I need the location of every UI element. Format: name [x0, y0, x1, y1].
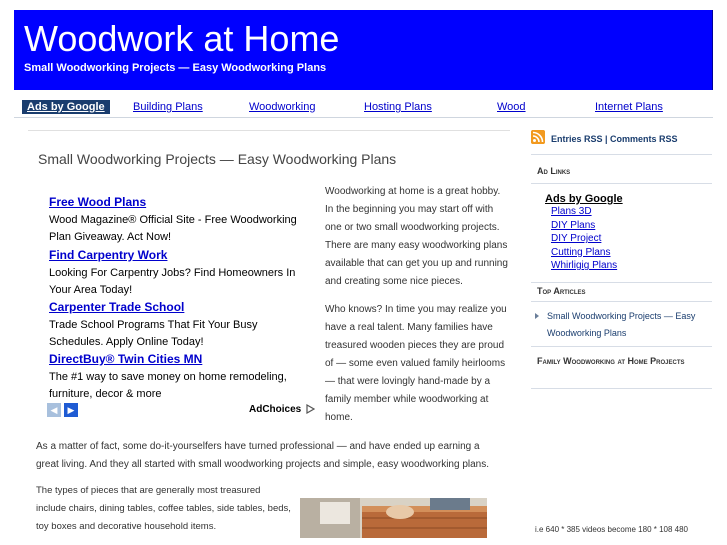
site-title[interactable]: Woodwork at Home	[24, 18, 340, 59]
nav-ads-by-google[interactable]: Ads by Google	[22, 100, 110, 114]
sidebar	[531, 128, 716, 545]
ad-item[interactable]	[49, 352, 311, 403]
divider	[531, 346, 712, 347]
ad-item[interactable]	[49, 195, 311, 246]
paragraph: Who knows? In time you may realize you have a real talent. Many families have treasured wooden pieces they are proud of — some even valued family heirlooms — that were lovingly hand-made by a family member while woodworking at home.	[325, 304, 507, 423]
site-header	[14, 10, 713, 90]
ad-title[interactable]: Find Carpentry Work	[49, 248, 168, 262]
top-nav	[14, 98, 713, 118]
ad-body: Trade School Programs That Fit Your Busy Schedules. Apply Online Today!	[49, 319, 258, 348]
post-title[interactable]: Small Woodworking Projects — Easy Woodworking Plans	[38, 151, 397, 167]
ad-item[interactable]	[49, 300, 311, 351]
divider	[531, 154, 712, 155]
ad-links-list	[545, 193, 695, 273]
sidebar-ad-link[interactable]: Plans 3D	[551, 206, 592, 217]
intro-text	[325, 183, 509, 437]
nav-link-wood[interactable]: Wood	[497, 101, 526, 113]
ad-body: Wood Magazine® Official Site - Free Woodworking Plan Giveaway. Act Now!	[49, 214, 297, 243]
sidebar-ad-link[interactable]: DIY Project	[551, 233, 602, 244]
top-articles-heading: Top Articles	[537, 286, 586, 296]
ad-body: Looking For Carpentry Jobs? Find Homeowners In Your Area Today!	[49, 267, 296, 296]
adchoices-link[interactable]	[249, 404, 315, 415]
rss-links[interactable]: Entries RSS | Comments RSS	[551, 134, 678, 144]
top-article-link[interactable]: Small Woodworking Projects — Easy Woodworking Plans	[547, 311, 696, 338]
ad-body: The #1 way to save money on home remodeling, furniture, decor & more	[49, 371, 287, 400]
family-woodworking-heading[interactable]: Family Woodworking at Home Projects	[537, 356, 685, 366]
ad-item[interactable]	[49, 248, 311, 299]
ad-title[interactable]: Carpenter Trade School	[49, 300, 185, 314]
sidebar-ads-by-google[interactable]: Ads by Google	[545, 193, 623, 205]
prev-arrow-icon[interactable]: ◀	[47, 403, 61, 417]
video-note: i.e 640 * 385 videos become 180 * 108 480	[535, 525, 689, 534]
site-description: Small Woodworking Projects — Easy Woodworking Plans	[24, 62, 327, 74]
nav-link-internet-plans[interactable]: Internet Plans	[595, 101, 663, 113]
woodworking-photo	[300, 498, 487, 538]
paragraph: The types of pieces that are generally most treasured include chairs, dining tables, coffee tables, side tables, beds, toy boxes and decorative household items.	[36, 485, 291, 532]
ad-title[interactable]: DirectBuy® Twin Cities MN	[49, 352, 203, 366]
nav-link-building-plans[interactable]: Building Plans	[133, 101, 203, 113]
nav-link-woodworking[interactable]: Woodworking	[249, 101, 316, 113]
adchoices-label: AdChoices	[249, 404, 302, 415]
adchoices-icon	[306, 404, 315, 414]
paragraph: As a matter of fact, some do-it-yourselfers have turned professional — and have ended up earning a great living. And they all started with small woodworking projects and simple, easy woodworking plans.	[36, 441, 490, 470]
divider	[531, 301, 712, 302]
rss-icon[interactable]	[531, 130, 545, 144]
divider	[531, 388, 712, 389]
main-content	[28, 130, 510, 545]
nav-link-hosting-plans[interactable]: Hosting Plans	[364, 101, 432, 113]
divider	[531, 183, 712, 184]
bullet-arrow-icon	[535, 313, 539, 319]
divider	[531, 282, 712, 283]
sidebar-ad-link[interactable]: Whirligig Plans	[551, 260, 618, 271]
sidebar-ad-link[interactable]: DIY Plans	[551, 219, 596, 231]
ad-pager	[47, 403, 81, 417]
sidebar-ad-link[interactable]: Cutting Plans	[551, 246, 611, 258]
ad-links-heading: Ad Links	[537, 166, 571, 176]
ad-unit	[40, 183, 320, 423]
paragraph: Woodworking at home is a great hobby. In the beginning you may start off with one or two small woodworking projects. There are many easy woodworking plans available that can get you up and running and creating some nice pieces.	[325, 186, 508, 287]
ad-title[interactable]: Free Wood Plans	[49, 195, 147, 209]
next-arrow-icon[interactable]: ▶	[64, 403, 78, 417]
top-article-item[interactable]	[535, 308, 710, 342]
